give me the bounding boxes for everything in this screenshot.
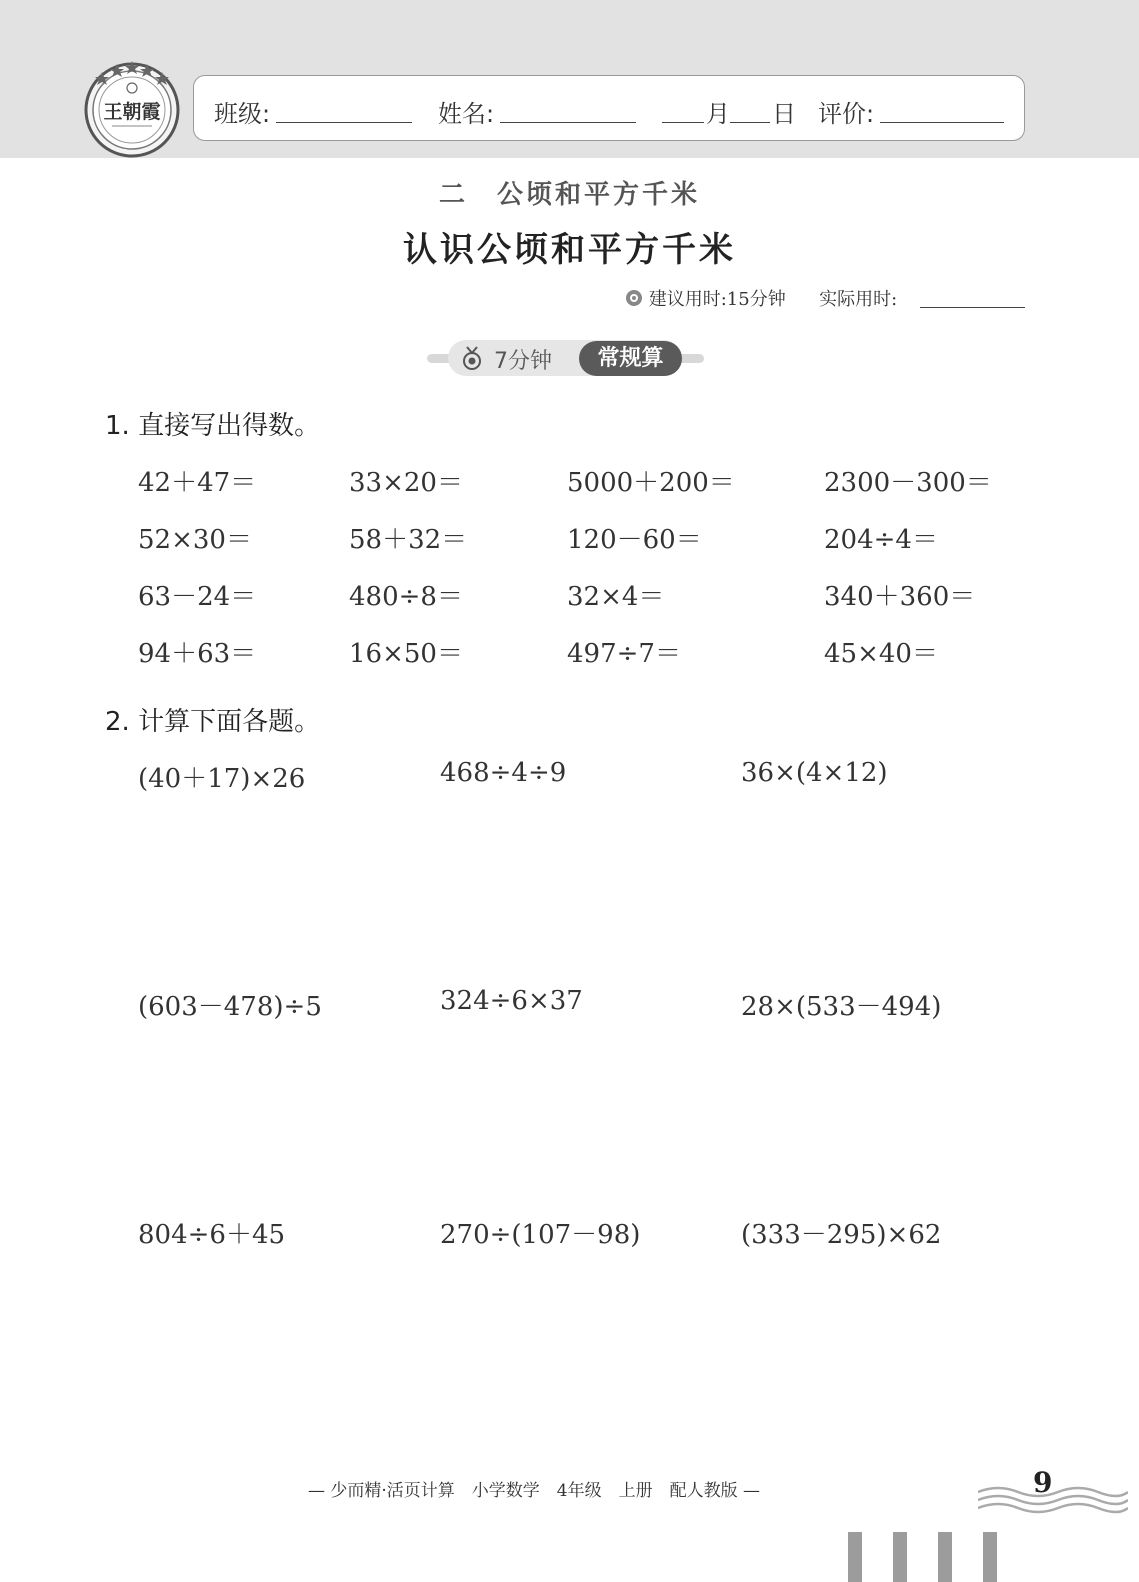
q1-item: 497÷7＝ xyxy=(567,639,681,669)
q2-item: 804÷6＋45 xyxy=(138,1220,286,1250)
q1-item: 120－60＝ xyxy=(567,525,702,555)
class-label: 班级: xyxy=(214,100,271,128)
edge-tab xyxy=(848,1532,862,1582)
question-1-title: 1. 直接写出得数。 xyxy=(105,411,321,441)
q1-item: 480÷8＝ xyxy=(349,582,463,612)
medal-icon xyxy=(461,346,483,370)
q1-item: 45×40＝ xyxy=(824,639,938,669)
q1-item: 204÷4＝ xyxy=(824,525,938,555)
clock-flower-icon xyxy=(625,289,643,307)
edge-tab xyxy=(938,1532,952,1582)
q1-item: 42＋47＝ xyxy=(138,468,257,498)
q2-item: (40＋17)×26 xyxy=(138,764,306,794)
q1-item: 16×50＝ xyxy=(349,639,463,669)
q2-item: (333－295)×62 xyxy=(741,1220,942,1250)
actual-time-blank[interactable] xyxy=(920,307,1025,308)
q1-item: 32×4＝ xyxy=(567,582,665,612)
name-blank[interactable] xyxy=(500,122,636,123)
q2-item: 28×(533－494) xyxy=(741,992,942,1022)
q1-item: 58＋32＝ xyxy=(349,525,468,555)
q1-item: 5000＋200＝ xyxy=(567,468,735,498)
brand-logo xyxy=(82,58,182,158)
question-2-title: 2. 计算下面各题。 xyxy=(105,707,321,737)
q1-item: 340＋360＝ xyxy=(824,582,976,612)
q1-item: 63－24＝ xyxy=(138,582,257,612)
q2-item: 324÷6×37 xyxy=(440,986,583,1016)
unit-title: 二 公顷和平方千米 xyxy=(438,180,700,210)
page-number: 9 xyxy=(1033,1466,1053,1499)
lesson-title: 认识公顷和平方千米 xyxy=(403,230,736,270)
q1-item: 94＋63＝ xyxy=(138,639,257,669)
suggested-time: 建议用时:15分钟 xyxy=(648,289,786,310)
time-info xyxy=(625,285,897,311)
student-info-box xyxy=(193,75,1025,141)
q2-item: 36×(4×12) xyxy=(741,758,888,788)
badge-time: 7分钟 xyxy=(494,349,552,374)
edge-tab xyxy=(983,1532,997,1582)
month-blank[interactable] xyxy=(662,122,704,123)
rating-label: 评价: xyxy=(818,100,875,128)
logo-brand-text: 王朝霞 xyxy=(103,101,161,123)
q2-item: 468÷4÷9 xyxy=(440,758,567,788)
q2-item: 270÷(107－98) xyxy=(440,1220,641,1250)
month-label: 月 xyxy=(706,100,730,128)
edge-tab xyxy=(893,1532,907,1582)
day-blank[interactable] xyxy=(730,122,770,123)
wave-decoration xyxy=(978,1478,1128,1518)
actual-time-label: 实际用时: xyxy=(819,289,898,310)
class-blank[interactable] xyxy=(276,122,412,123)
q1-item: 33×20＝ xyxy=(349,468,463,498)
rating-blank[interactable] xyxy=(880,122,1004,123)
footer-text: — 少而精·活页计算 小学数学 4年级 上册 配人教版 — xyxy=(308,1481,761,1501)
badge-tag: 常规算 xyxy=(579,341,682,376)
q1-item: 52×30＝ xyxy=(138,525,252,555)
day-label: 日 xyxy=(772,100,796,128)
q2-item: (603－478)÷5 xyxy=(138,992,322,1022)
q1-item: 2300－300＝ xyxy=(824,468,992,498)
name-label: 姓名: xyxy=(438,100,495,128)
